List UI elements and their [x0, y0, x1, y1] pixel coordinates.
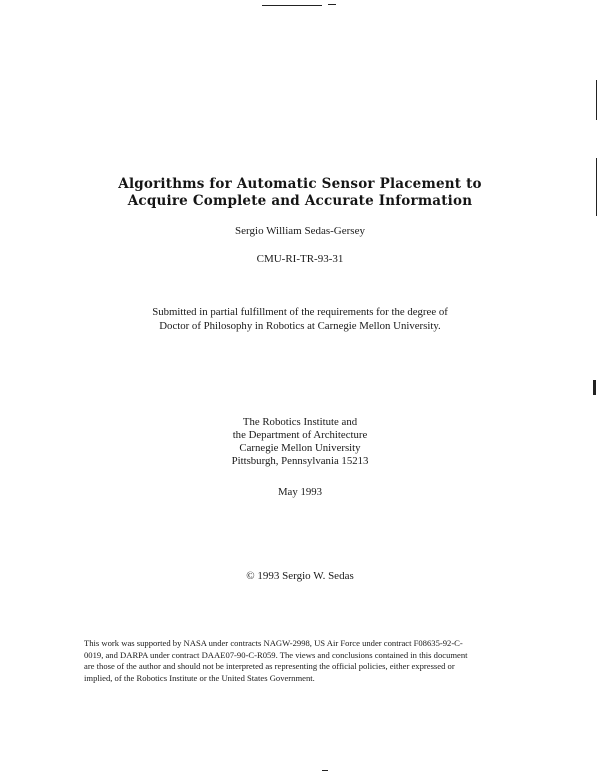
title-line-1: Algorithms for Automatic Sensor Placement to: [118, 176, 482, 192]
copyright-notice: © 1993 Sergio W. Sedas: [246, 570, 354, 582]
submission-statement: [0, 306, 600, 333]
scan-artifact-right-mark-1: [596, 80, 597, 120]
affiliation-line-1: The Robotics Institute and: [242, 416, 358, 428]
scan-artifact-bottom-dots: [322, 770, 328, 771]
report-number: CMU-RI-TR-93-31: [256, 253, 344, 265]
scan-artifact-top-line: [262, 5, 322, 6]
submission-line-2: Doctor of Philosophy in Robotics at Carnegie Mellon University.: [159, 319, 441, 332]
footnote-line-2: 0019, and DARPA under contract DAAE07-90-C-R059. The views and conclusions contained in this document: [84, 649, 468, 660]
scan-artifact-top-dash: [328, 4, 336, 5]
affiliation-line-3: Carnegie Mellon University: [239, 442, 361, 454]
footnote-line-1: This work was supported by NASA under contracts NAGW-2998, US Air Force under contract F08635-92-C-: [84, 638, 463, 648]
submission-line-1: Submitted in partial fulfillment of the requirements for the degree of: [152, 306, 448, 318]
affiliation-line-2: the Department of Architecture: [232, 429, 368, 441]
author-name: Sergio William Sedas-Gersey: [235, 225, 365, 237]
affiliation-block: [0, 416, 600, 468]
funding-footnote: [84, 638, 530, 684]
scan-artifact-right-mark-3: [593, 380, 596, 395]
footnote-line-3: are those of the author and should not be interpreted as representing the official policies, either expressed or: [84, 661, 455, 672]
footnote-line-4: implied, of the Robotics Institute or the United States Government.: [84, 672, 315, 683]
publication-date: May 1993: [277, 486, 323, 498]
affiliation-line-4: Pittsburgh, Pennsylvania 15213: [231, 455, 369, 467]
title-line-2: Acquire Complete and Accurate Information: [127, 193, 473, 209]
document-title: [0, 176, 600, 210]
